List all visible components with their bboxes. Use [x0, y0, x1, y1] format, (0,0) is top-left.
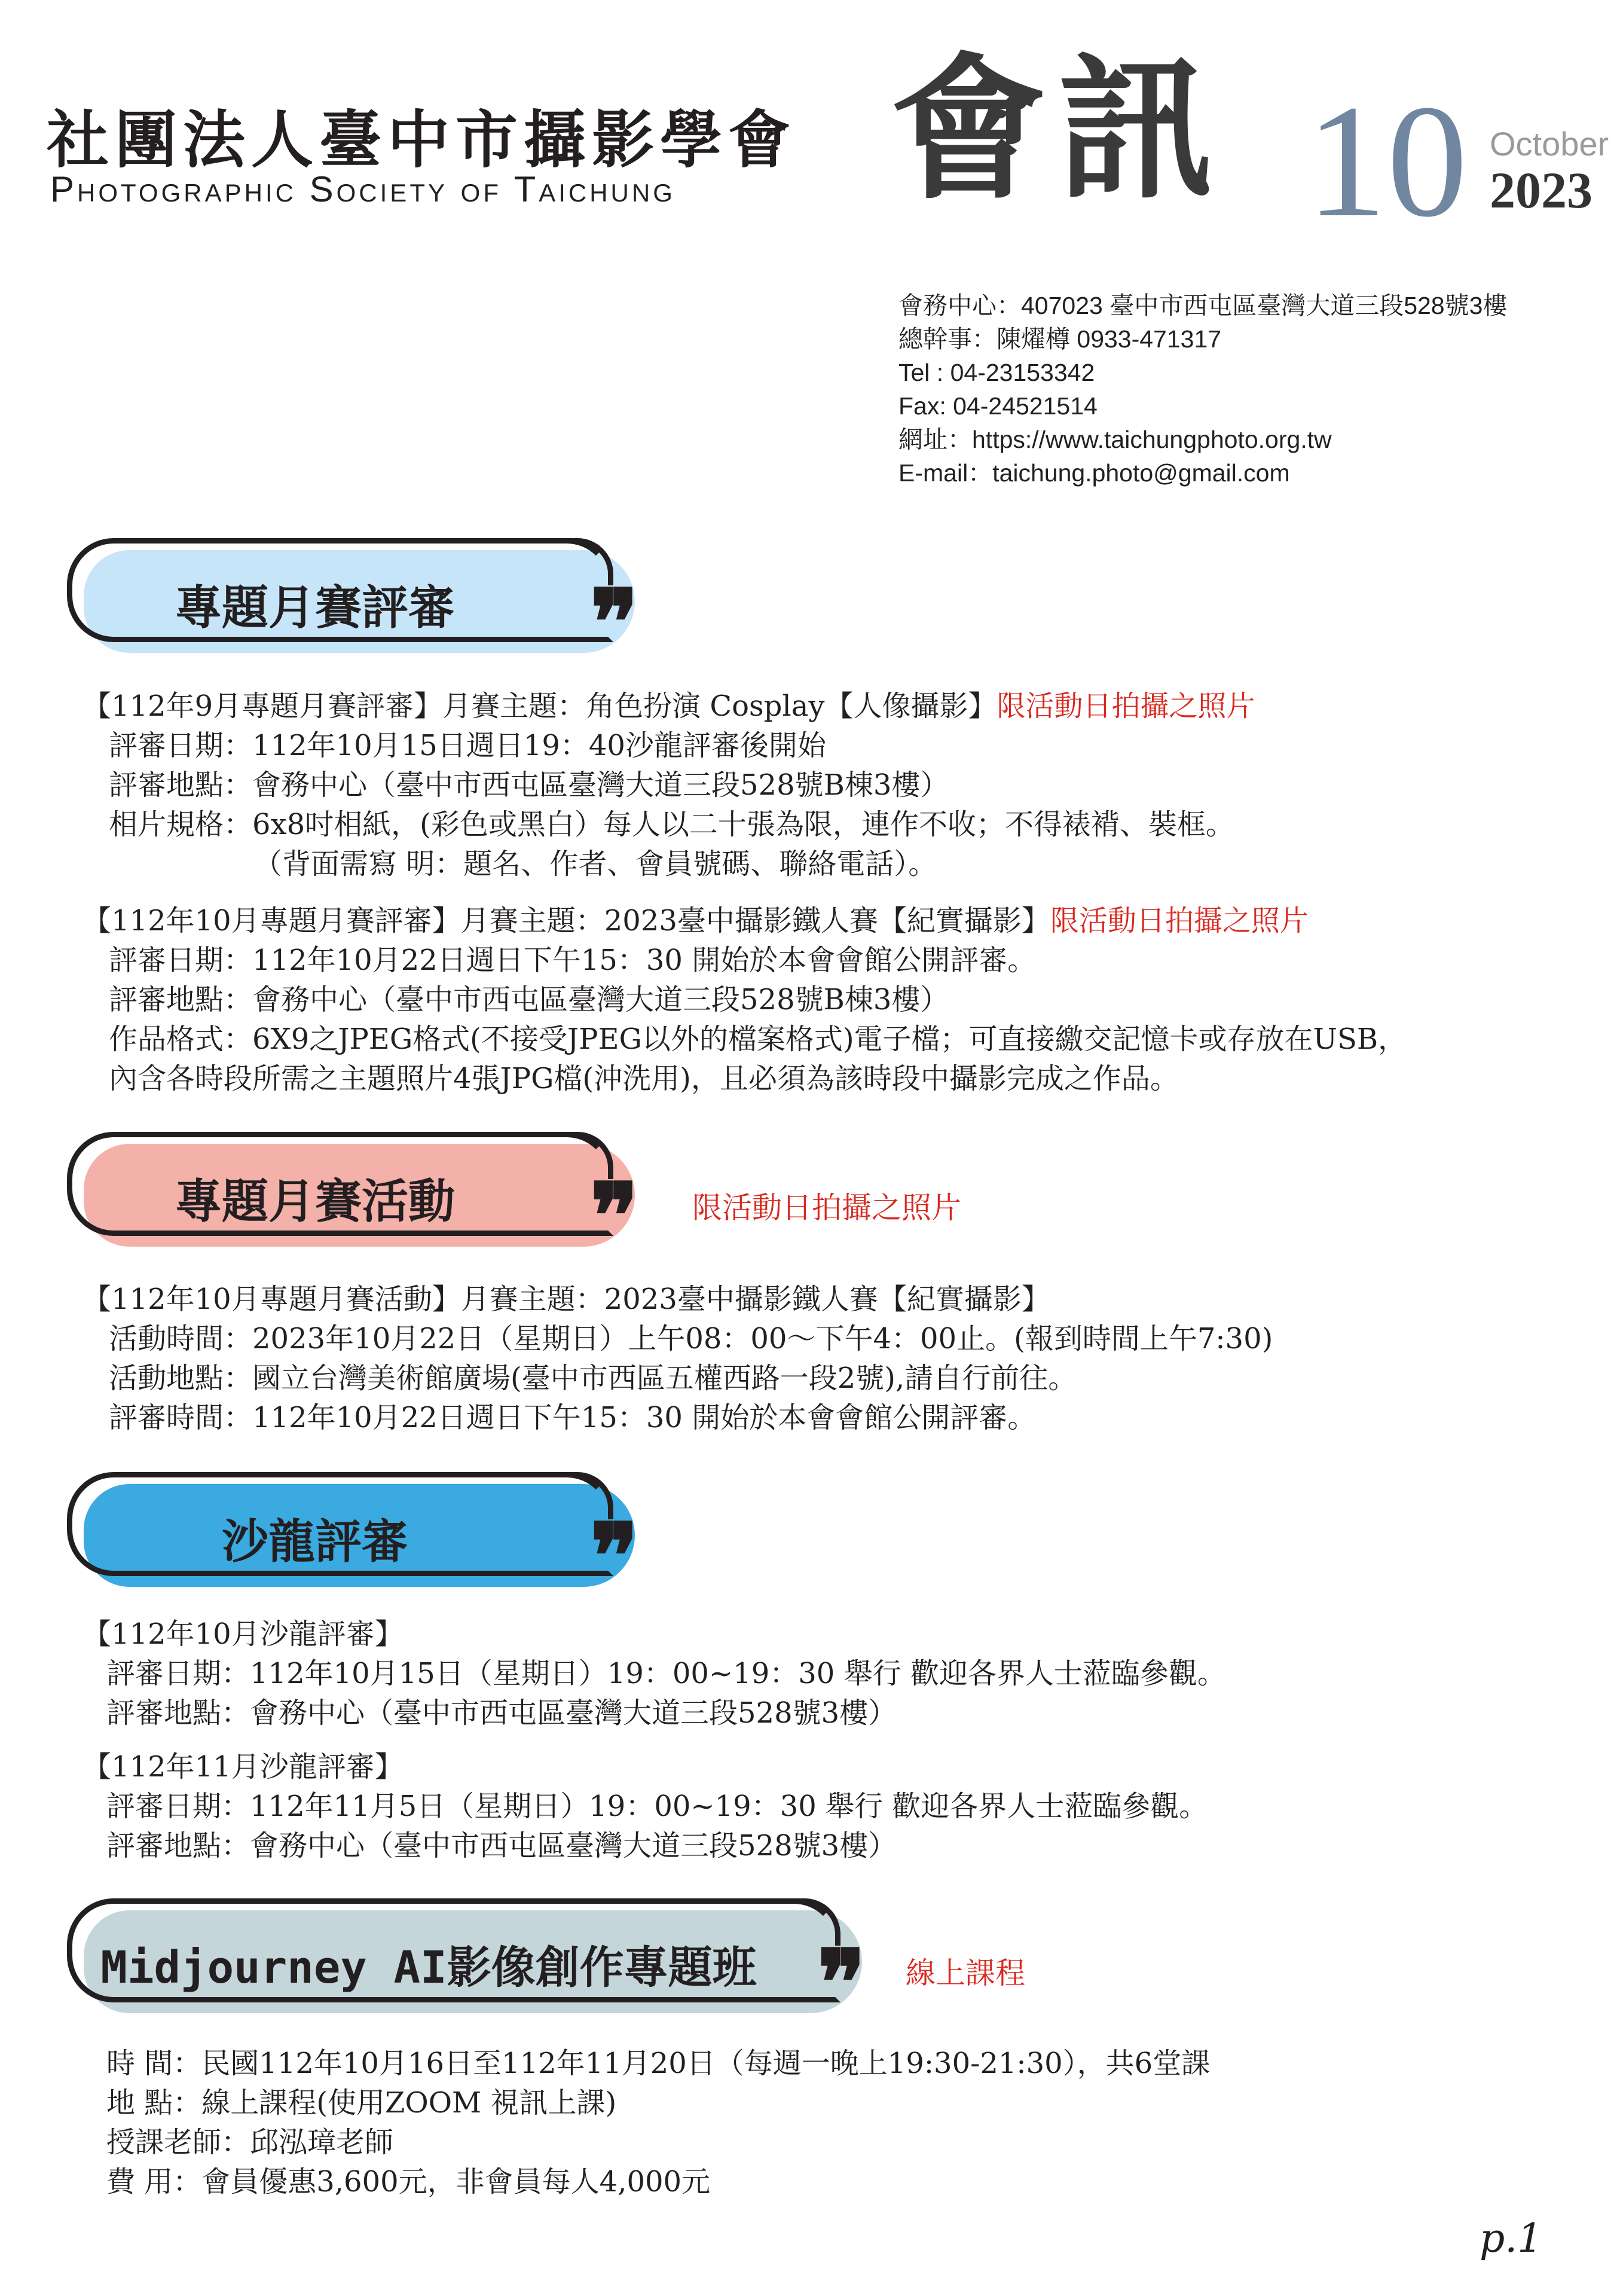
course-block — [106, 2044, 1210, 2202]
salon-oct-date: 評審日期：112年10月15日（星期日）19：00~19：30 舉行 歡迎各界人士蒞臨參觀。 — [106, 1657, 1226, 1690]
website-link[interactable]: 網址：https://www.taichungphoto.org.tw — [898, 426, 1332, 453]
sep-judging-block — [82, 686, 1255, 884]
oct-judging-format-cont: 內含各時段所需之主題照片4張JPG檔(沖洗用)，且必須為該時段中攝影完成之作品。 — [109, 1062, 1179, 1095]
salon-nov-date: 評審日期：112年11月5日（星期日）19：00~19：30 舉行 歡迎各界人士蒞臨參觀。 — [106, 1790, 1208, 1823]
quote-icon: ❞ — [590, 1504, 638, 1609]
section-title: Midjourney AI影像創作專題班 — [100, 1942, 757, 1993]
sep-judging-date: 評審日期：112年10月15日週日19：40沙龍評審後開始 — [109, 729, 826, 762]
issue-month: October — [1490, 125, 1609, 163]
issue-number: 10 — [1306, 72, 1468, 251]
activity-heading: 【112年10月專題月賽活動】月賽主題：2023臺中攝影鐵人賽【紀實攝影】 — [82, 1283, 1050, 1316]
section-banner-monthly-judging — [67, 538, 638, 675]
course-place: 地 點：線上課程(使用ZOOM 視訊上課) — [106, 2086, 617, 2120]
oct-judging-heading: 【112年10月專題月賽評審】月賽主題：2023臺中攝影鐵人賽【紀實攝影】 — [82, 904, 1050, 938]
sep-judging-spec: 相片規格：6x8吋相紙，(彩色或黑白）每人以二十張為限，連作不收；不得裱褙、裝框。 — [109, 808, 1234, 841]
sep-judging-place: 評審地點：會務中心（臺中市西屯區臺灣大道三段528號B棟3樓） — [109, 768, 949, 802]
salon-oct-heading: 【112年10月沙龍評審】 — [82, 1617, 404, 1651]
contact-info — [898, 289, 1507, 490]
sep-judging-note: 限活動日拍攝之照片 — [997, 689, 1255, 723]
email-link[interactable]: E-mail：taichung.photo@gmail.com — [898, 459, 1290, 487]
quote-icon: ❞ — [590, 1164, 638, 1269]
course-time: 時 間：民國112年10月16日至112年11月20日（每週一晚上19:30-21:30），共6堂課 — [106, 2047, 1211, 2080]
org-name-zh: 社團法人臺中市攝影學會 — [47, 103, 797, 176]
salon-nov-block — [82, 1747, 1208, 1866]
telephone: Tel : 04-23153342 — [898, 359, 1095, 386]
oct-judging-format: 作品格式：6X9之JPEG格式(不接受JPEG以外的檔案格式)電子檔；可直接繳交記憶卡或存放在USB， — [109, 1022, 1407, 1056]
salon-oct-place: 評審地點：會務中心（臺中市西屯區臺灣大道三段528號3樓） — [106, 1696, 897, 1730]
salon-nov-heading: 【112年11月沙龍評審】 — [82, 1750, 404, 1784]
section-title: 專題月賽評審 — [175, 581, 455, 635]
section-banner-monthly-activity — [67, 1132, 638, 1269]
activity-block — [82, 1280, 1273, 1437]
office-address: 會務中心：407023 臺中市西屯區臺灣大道三段528號3樓 — [898, 292, 1508, 319]
activity-note: 限活動日拍攝之照片 — [692, 1190, 961, 1225]
newsletter-title: 會訊 — [891, 40, 1225, 221]
activity-time: 活動時間：2023年10月22日（星期日）上午08：00～下午4：00止。(報到時間上午7:30) — [109, 1322, 1273, 1355]
page-number: p.1 — [1480, 2215, 1543, 2261]
oct-judging-block — [82, 901, 1407, 1098]
fax: Fax: 04-24521514 — [898, 392, 1098, 420]
sep-judging-heading: 【112年9月專題月賽評審】月賽主題：角色扮演 Cosplay【人像攝影】 — [82, 689, 997, 723]
course-teacher: 授課老師：邱泓璋老師 — [106, 2126, 394, 2159]
course-note: 線上課程 — [906, 1956, 1025, 1990]
quote-icon: ❞ — [590, 570, 638, 675]
salon-oct-block — [82, 1614, 1226, 1733]
oct-judging-date: 評審日期：112年10月22日週日下午15：30 開始於本會會館公開評審。 — [109, 944, 1037, 977]
section-banner-ai-course — [67, 1898, 866, 2035]
section-title: 沙龍評審 — [221, 1515, 408, 1569]
oct-judging-place: 評審地點：會務中心（臺中市西屯區臺灣大道三段528號B棟3樓） — [109, 983, 949, 1016]
activity-place: 活動地點：國立台灣美術館廣場(臺中市西區五權西路一段2號),請自行前往。 — [109, 1361, 1077, 1395]
sep-judging-spec-note: （背面需寫 明：題名、作者、會員號碼、聯絡電話）。 — [253, 847, 937, 881]
course-fee: 費 用：會員優惠3,600元，非會員每人4,000元 — [106, 2165, 711, 2199]
salon-nov-place: 評審地點：會務中心（臺中市西屯區臺灣大道三段528號3樓） — [106, 1829, 897, 1863]
oct-judging-note: 限活動日拍攝之照片 — [1050, 904, 1309, 938]
org-name-en: Photographic Society of Taichung — [50, 169, 676, 209]
activity-judging: 評審時間：112年10月22日週日下午15：30 開始於本會會館公開評審。 — [109, 1401, 1037, 1434]
secretary-contact: 總幹事：陳燿樽 0933-471317 — [898, 325, 1222, 353]
section-banner-salon-judging — [67, 1472, 638, 1609]
issue-year: 2023 — [1490, 161, 1593, 219]
quote-icon: ❞ — [817, 1930, 866, 2035]
section-title: 專題月賽活動 — [175, 1175, 455, 1229]
